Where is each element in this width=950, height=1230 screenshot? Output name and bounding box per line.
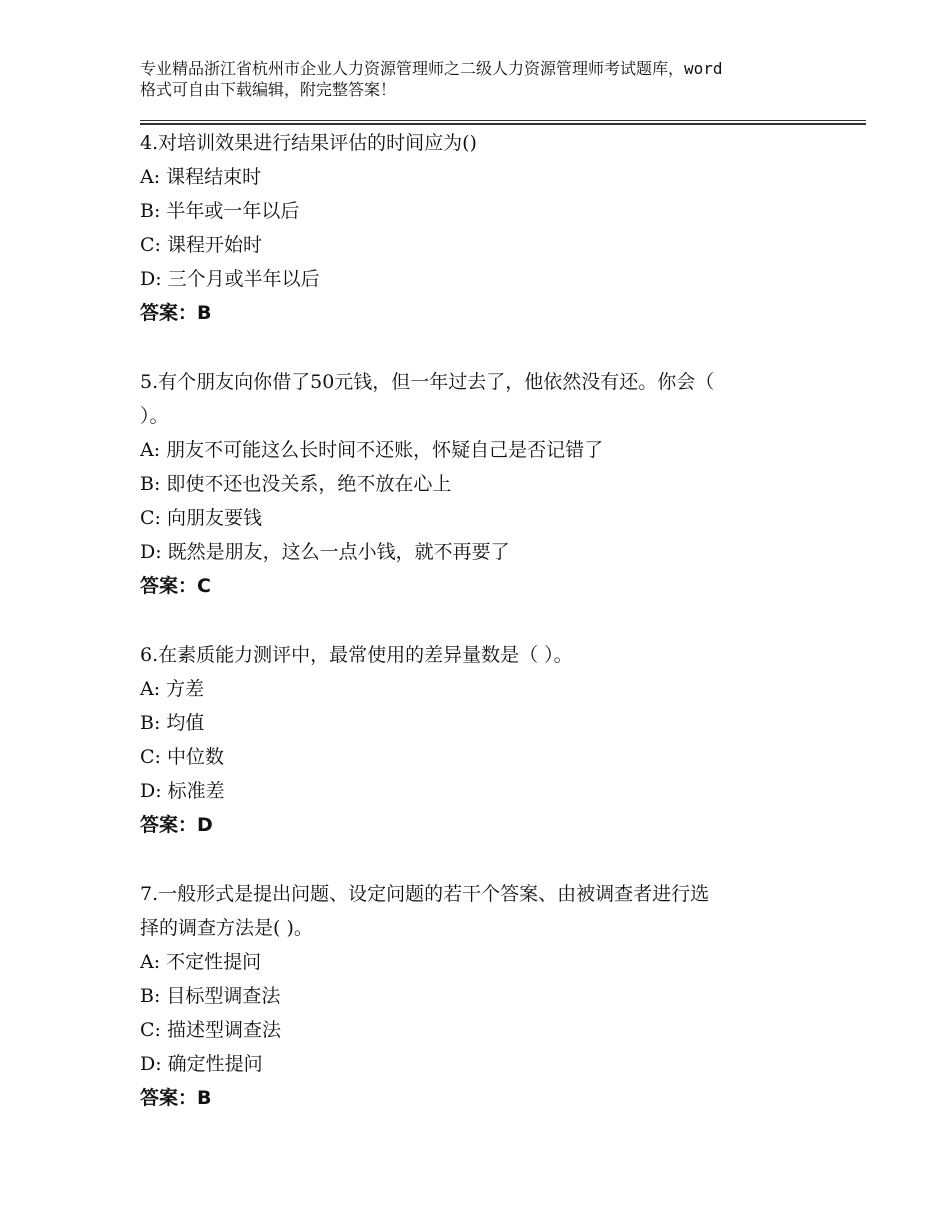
option-c: C: 描述型调查法 — [140, 1019, 281, 1041]
option-d: D: 确定性提问 — [140, 1053, 263, 1075]
answer-line: 答案：B — [140, 302, 212, 324]
question-6 — [140, 638, 820, 842]
question-7 — [140, 877, 820, 1115]
header-line-2: 格式可自由下载编辑，附完整答案！ — [140, 80, 397, 99]
header-divider-thin — [140, 120, 866, 121]
document-header — [140, 58, 830, 100]
question-5 — [140, 365, 820, 603]
header-line-1: 专业精品浙江省杭州市企业人力资源管理师之二级人力资源管理师考试题库，word — [140, 59, 723, 78]
answer-line: 答案：B — [140, 1087, 212, 1109]
question-stem: 5.有个朋友向你借了50元钱，但一年过去了，他依然没有还。你会（ ）。 — [140, 371, 715, 427]
option-b: B: 即使不还也没关系，绝不放在心上 — [140, 473, 452, 495]
option-b: B: 目标型调查法 — [140, 985, 281, 1007]
question-stem: 4.对培训效果进行结果评估的时间应为() — [140, 132, 477, 154]
option-c: C: 课程开始时 — [140, 234, 262, 256]
answer-line: 答案：C — [140, 575, 211, 597]
option-c: C: 中位数 — [140, 746, 224, 768]
option-c: C: 向朋友要钱 — [140, 507, 262, 529]
option-b: B: 半年或一年以后 — [140, 200, 300, 222]
option-d: D: 三个月或半年以后 — [140, 268, 320, 290]
option-a: A: 课程结束时 — [140, 166, 262, 188]
answer-line: 答案：D — [140, 814, 213, 836]
option-a: A: 方差 — [140, 678, 205, 700]
question-stem: 6.在素质能力测评中，最常使用的差异量数是（ ）。 — [140, 644, 573, 666]
option-a: A: 朋友不可能这么长时间不还账，怀疑自己是否记错了 — [140, 439, 604, 461]
option-d: D: 既然是朋友，这么一点小钱，就不再要了 — [140, 541, 510, 563]
question-4 — [140, 126, 820, 330]
option-a: A: 不定性提问 — [140, 951, 262, 973]
option-d: D: 标准差 — [140, 780, 225, 802]
option-b: B: 均值 — [140, 712, 205, 734]
question-stem: 7.一般形式是提出问题、设定问题的若干个答案、由被调查者进行选 择的调查方法是( )。 — [140, 883, 710, 939]
header-divider-thick — [140, 123, 866, 125]
